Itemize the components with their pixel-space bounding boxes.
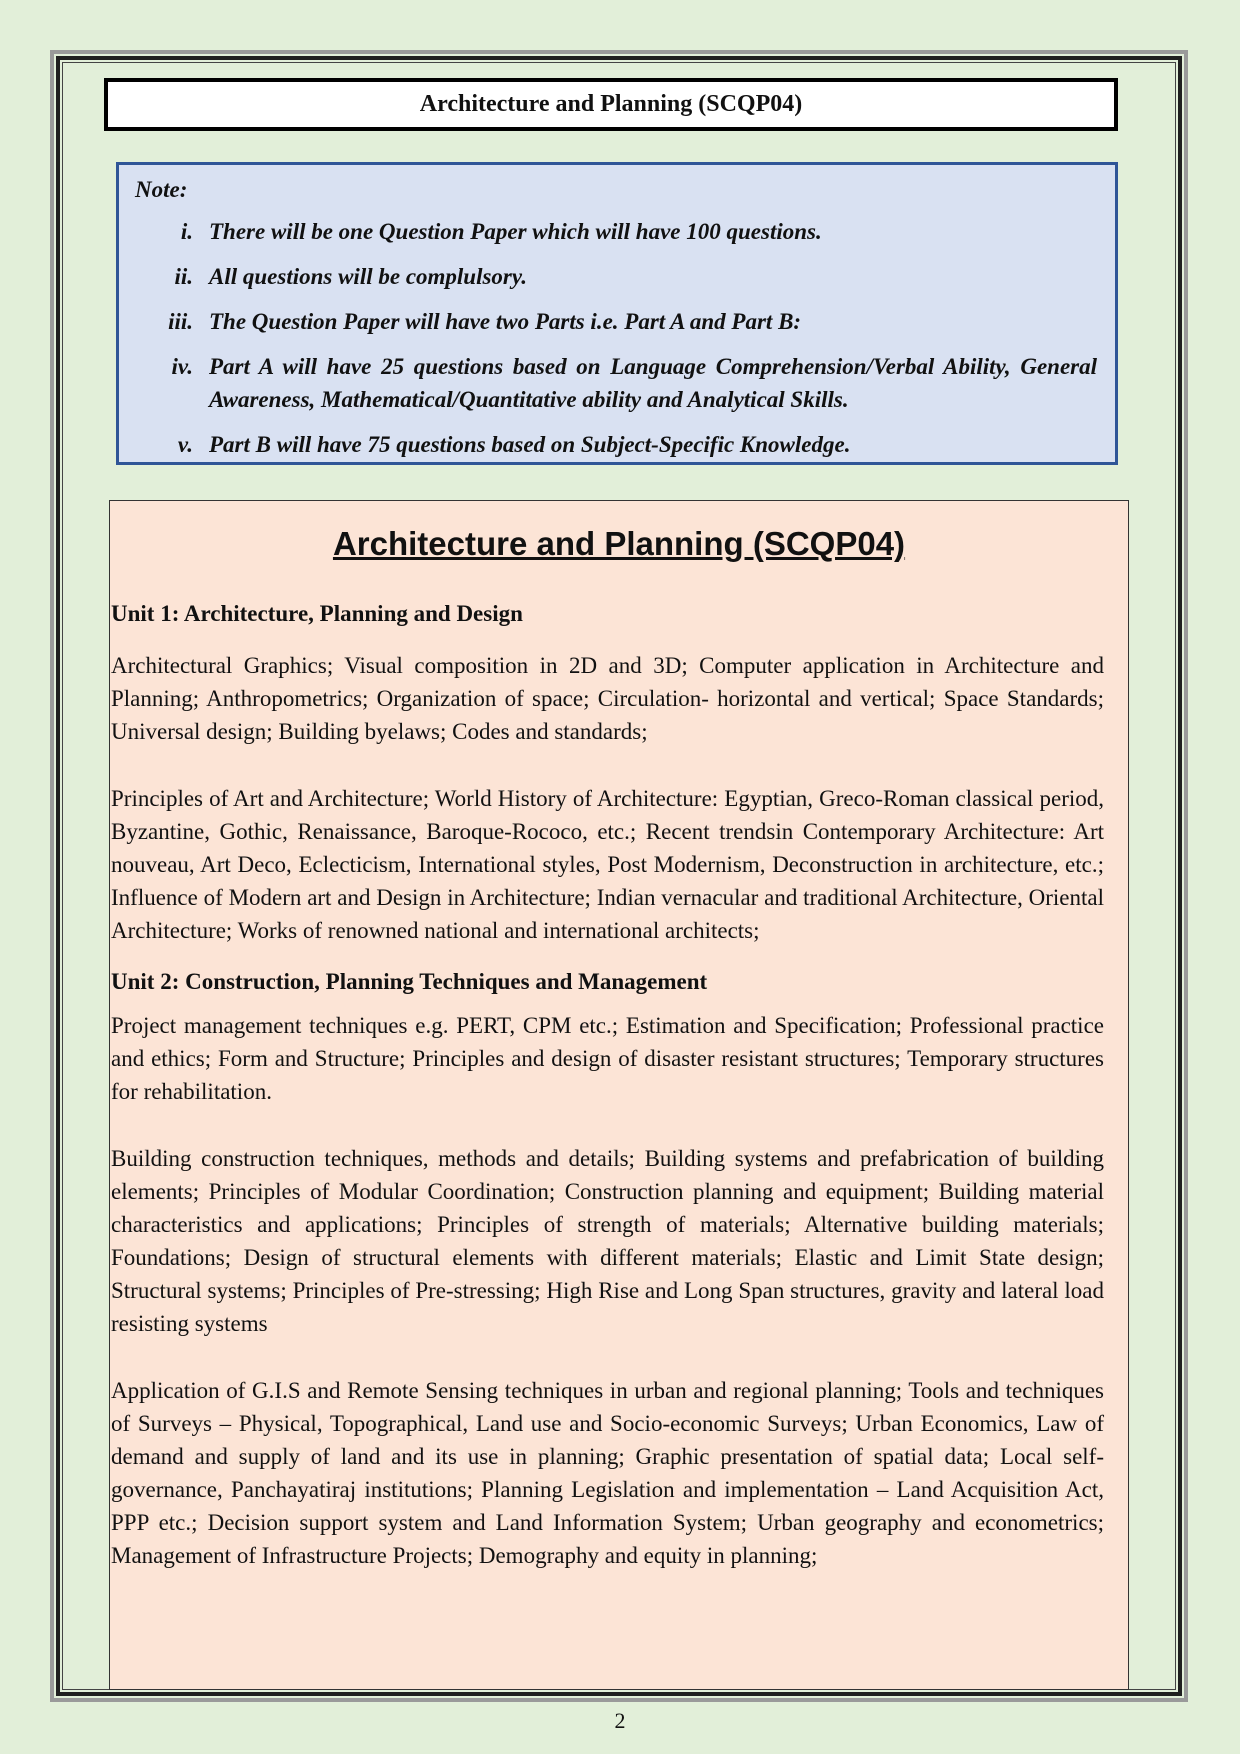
unit-1-paragraph: Architectural Graphics; Visual composition in 2D and 3D; Computer application in Architecture and Planning; Anthropometrics; Organization of space; Circulation- horizontal and vertical; Space Standards; Universal design; Building byelaws; Codes and standards;	[111, 653, 1104, 744]
note-item-text: The Question Paper will have two Parts i.e. Part A and Part B:	[209, 309, 802, 334]
note-item-number: v.	[177, 432, 193, 457]
header-title: Architecture and Planning (SCQP04)	[419, 91, 803, 117]
unit-2-paragraph: Building construction techniques, methods and details; Building systems and prefabrication of building elements; Principles of Modular Coordination; Construction planning and equipment; Building material characteristics and applications; Principles of strength of materials; Alternative building materials; Foundations; Design of structural elements with different materials; Elastic and Limit State design; Structural systems; Principles of Pre-stressing; High Rise and Long Span structures, gravity and lateral load resisting systems	[111, 1146, 1104, 1336]
unit-1-paragraph: Principles of Art and Architecture; World History of Architecture: Egyptian, Greco-Roman classical period, Byzantine, Gothic, Renaissance, Baroque-Rococo, etc.; Recent trendsin Contemporary Architecture: Art nouveau, Art Deco, Eclecticism, International styles, Post Modernism, Deconstruction in architecture, etc.; Influence of Modern art and Design in Architecture; Indian vernacular and traditional Architecture, Oriental Architecture; Works of renowned national and international architects;	[111, 786, 1104, 943]
note-item-text: Part A will have 25 questions based on Language Comprehension/Verbal Ability, General Awareness, Mathematical/Quantitative ability and Analytical Skills.	[209, 354, 1097, 412]
note-item-text: There will be one Question Paper which will have 100 questions.	[209, 219, 822, 244]
note-item-number: iv.	[171, 354, 193, 379]
note-item-text: Part B will have 75 questions based on Subject-Specific Knowledge.	[209, 432, 851, 457]
note-list	[135, 215, 1097, 461]
note-item	[135, 428, 1097, 461]
syllabus-box	[109, 500, 1129, 1690]
note-item	[135, 215, 1097, 248]
note-item-number: ii.	[174, 264, 193, 289]
header-title-box	[104, 78, 1118, 131]
note-item	[135, 260, 1097, 293]
note-item-text: All questions will be complulsory.	[209, 264, 527, 289]
note-box	[116, 162, 1118, 465]
page-number: 2	[614, 1708, 626, 1733]
unit-2-paragraph: Application of G.I.S and Remote Sensing techniques in urban and regional planning; Tools and techniques of Surveys – Physical, Topographical, Land use and Socio-economic Surveys; Urban Economics, Law of demand and supply of land and its use in planning; Graphic presentation of spatial data; Local self-governance, Panchayatiraj institutions; Planning Legislation and implementation – Land Acquisition Act, PPP etc.; Decision support system and Land Information System; Urban geography and econometrics; Management of Infrastructure Projects; Demography and equity in planning;	[111, 1378, 1104, 1568]
unit-2-heading: Unit 2: Construction, Planning Techniques and Management	[111, 969, 708, 994]
note-item-number: i.	[180, 219, 193, 244]
unit-1-heading: Unit 1: Architecture, Planning and Design	[111, 601, 523, 626]
note-item	[135, 350, 1097, 416]
note-item	[135, 305, 1097, 338]
note-item-number: iii.	[168, 309, 193, 334]
note-title: Note:	[135, 177, 188, 202]
syllabus-title: Architecture and Planning (SCQP04)	[332, 525, 906, 562]
unit-2-paragraph: Project management techniques e.g. PERT, CPM etc.; Estimation and Specification; Professional practice and ethics; Form and Structure; Principles and design of disaster resistant structures; Temporary structures for rehabilitation.	[111, 1013, 1104, 1104]
